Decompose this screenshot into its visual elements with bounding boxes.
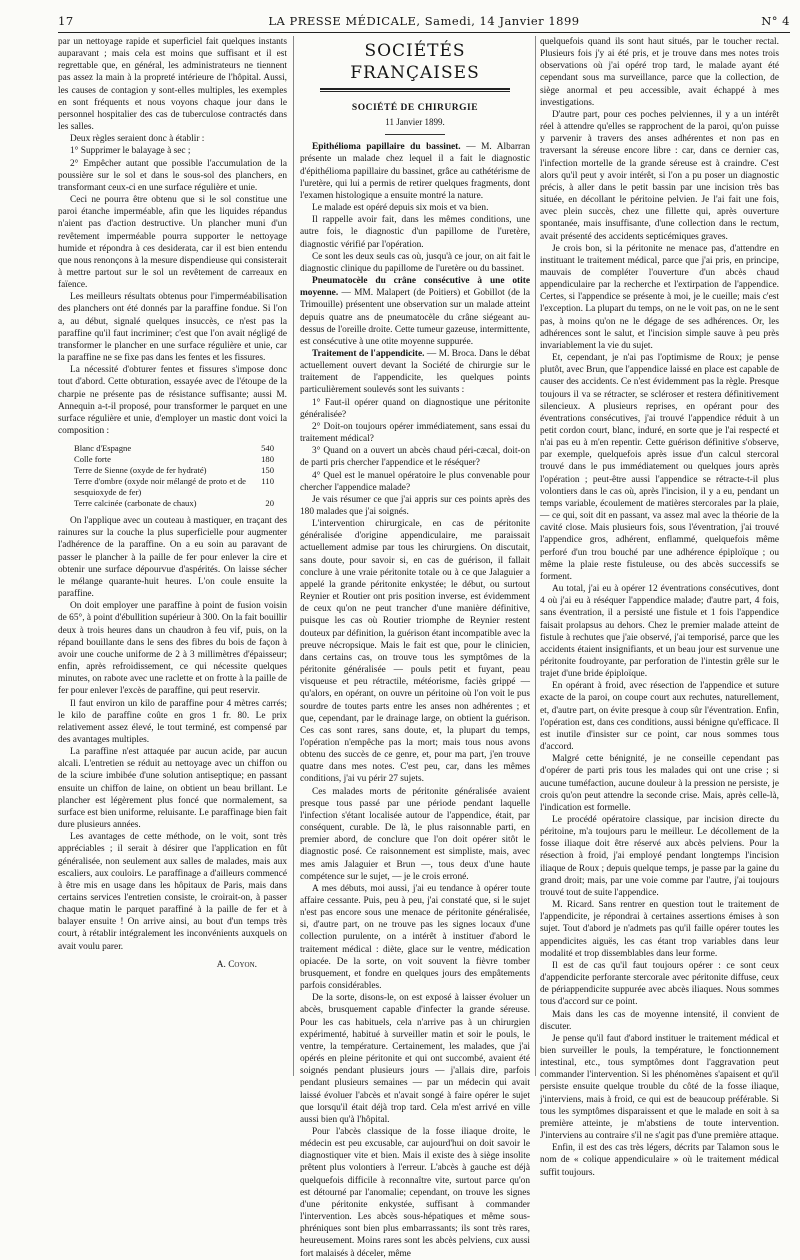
question: 2° Doit-on toujours opérer immédiatement, sans essai du traitement médical?	[300, 421, 530, 445]
composition-value: 110	[261, 476, 274, 487]
section-title: SOCIÉTÉS FRANÇAISES	[350, 41, 480, 83]
composition-item: Blanc d'Espagne	[74, 443, 132, 454]
article	[300, 141, 530, 202]
article-heading: Epithélioma papillaire du bassinet.	[312, 142, 461, 153]
question: 1° Faut-il opérer quand on diagnostique une péritonite généralisée?	[300, 397, 530, 420]
article-heading: Pneumatocèle du crâne consécutive à une otite moyenne.	[300, 276, 530, 299]
paragraph: L'intervention chirurgicale, en cas de péritonite généralisée d'origine appendiculaire, me paraissait actuellement admise par tous les chirurgiens. On discutait, sans doute, pour savoir si, en cas de guérison, il fallait conclure à une vraie péritonite totale ou à ce que Jalaguier a appelé la grande péritonite enkystée; le début, ou surtout Reynier et Routier ont pris position inverse, est évidemment de ceux qu'on ne peut trancher d'une manière définitive, puisque les cas où Routier triomphe de Reynier restent douteux par définition, la guérison étant incompatible avec la preuve nécropsique. Mais le fait est que, pour le clinicien, dans certains cas, on trouve tous les symptômes de la péritonite généralisée — pouls petit et fuyant, peau visqueuse et peu rétractile, météorisme, faciès grippé — qu'alors, en opérant, on ouvre un péritoine où l'on voit le pus sourdre de toutes parts entre les anses non adhérentes ; et que, cependant, par le drainage large, on obtient la guérison. Ces cas sont rares, sans doute, et, la plupart du temps, l'opération n'empêche pas la mort; mais tous nous avons obtenu des succès de ce genre, et, pour ma part, j'en trouve quatre dans mes notes. C'est peu, car, dans les mêmes conditions, j'ai vu périr 27 sujets.	[300, 519, 530, 785]
table-row	[74, 476, 274, 498]
question: 4° Quel est le manuel opératoire le plus convenable pour chercher l'appendice malade?	[300, 470, 530, 493]
paragraph: Les meilleurs résultats obtenus pour l'imperméabilisation des planchers ont été donnés par la paraffine fondue. Si l'on a, au début, signalé quelques insuccès, ce n'est pas la paraffine qu'il faut incriminer; c'est que l'on avait négligé de transformer le plancher en une surface régulière et unie, car la paraffine ne se fixe pas dans les fentes et les fissures.	[58, 292, 287, 364]
table-row	[74, 454, 274, 465]
composition-item: Terre d'ombre (oxyde noir mélangé de proto et de sesquioxyde de fer)	[74, 476, 246, 498]
table-row	[74, 465, 274, 476]
society-title: SOCIÉTÉ DE CHIRURGIE	[351, 103, 479, 113]
issue-number: N° 4	[761, 14, 790, 28]
paragraph: Il est de cas qu'il faut toujours opérer : ce sont ceux d'appendicite perforante stercorale avec péritonite diffuse, ceux de périappendicite suppurée avec abcès iliaques. Nous sommes tous d'accord sur ce point.	[540, 960, 779, 1008]
paragraph: Ce sont les deux seuls cas où, jusqu'à ce jour, on ait fait le diagnostic clinique du papillome de l'uretère ou du bassinet.	[300, 251, 530, 274]
article-text: — M. Albarran présente un malade chez lequel il a fait le diagnostic d'épithélioma papillaire du bassinet, grâce au cathétérisme de l'uretère, qui lui a permis de retirer quelques fragments, dont l'examen histologique a ensuite montré la nature.	[300, 142, 530, 201]
divider	[385, 134, 445, 135]
composition-value: 540	[261, 443, 274, 454]
composition-item: Colle forte	[74, 454, 111, 465]
paragraph: La paraffine n'est attaquée par aucun acide, par aucun alcali. L'entretien se réduit au nettoyage avec un chiffon ou de la sciure imbibée d'une solution antiseptique; en passant ensuite un chiffon de laine, on obtient un beau brillant. Le plancher est légèrement plus foncé que normalement, sa surface est bien uniforme, reluisante. Le paraffinage bien fait dure plusieurs années.	[58, 747, 287, 831]
paragraph: Enfin, il est des cas très légers, décrits par Talamon sous le nom de « colique appendiculaire » où le traitement médical suffit toujours.	[540, 1143, 779, 1178]
article-text: — MM. Malapert (de Poitiers) et Gobillot (de la Trimouille) présentent une observation sur un malade atteint depuis quatre ans de pneumatocèle du crâne siégeant au-dessus de l'oreille droite. Cette tumeur gazeuse, intermittente, est consécutive à une otite moyenne suppurée.	[300, 288, 531, 347]
column-middle	[300, 36, 531, 1259]
paragraph: D'autre part, pour ces poches pelviennes, il y a un intérêt réel à attendre qu'elles se rapprochent de la paroi, qu'on puisse y parvenir à travers des anses adhérentes et non pas en traversant la séreuse encore libre : car, dans ce dernier cas, l'infection mortelle de la grande séreuse est à craindre. C'est alors qu'il peut y avoir intérêt, si l'on a pu poser un diagnostic précis, à aller dans le petit bassin par une incision très bas située, en décollant le péritoine pelvien. Je l'ai fait une fois, avec plein succès, chez une fillette qui, après ouverture spontanée, mais insuffisante, d'une collection dans le rectum, avait présenté des accidents septicémiques graves.	[540, 109, 779, 242]
paragraph: On l'applique avec un couteau à mastiquer, en traçant des rainures sur la couche la plus superficielle pour augmenter l'adhérence de la paraffine. On a eu soin au paravant de passer le plancher à la paille de fer pour enlever la cire et obtenir une surface dépourvue d'aspérités. On laisse sécher le mélange quarante-huit heures. L'on coule ensuite la paraffine.	[58, 516, 287, 600]
page-number: 17	[58, 14, 74, 28]
journal-title: LA PRESSE MÉDICALE, Samedi, 14 Janvier 1899	[268, 14, 580, 28]
composition-item: Terre calcinée (carbonate de chaux)	[74, 498, 197, 509]
paragraph: Malgré cette bénignité, je ne conseille cependant pas d'opérer de parti pris tous les malades qui ont une crise ; si aucune tuméfaction, aucune douleur à la pression ne persiste, je crois qu'on peut attendre la seconde crise. Mais, après celle-là, l'indication est formelle.	[540, 754, 779, 813]
paragraph: Les avantages de cette méthode, on le voit, sont très appréciables ; il serait à désirer que l'application en fût généralisée, non seulement aux salles de malades, mais aux escaliers, aux couloirs. Le paraffinage a d'ailleurs commencé à être mis en usage dans les hôpitaux de Paris, mais dans certains services l'entretien consiste, le croirait-on, à passer chaque matin le parquet paraffiné à la paille de fer et à balayer ensuite ! On arrive ainsi, au bout d'un temps très court, à rétablir intégralement les inconvénients auxquels on avait voulu parer.	[58, 832, 287, 952]
paragraph: La nécessité d'obturer fentes et fissures s'impose donc tout d'abord. Cette obturation, essayée avec de l'étoupe de la charpie ne présente pas de résistance suffisante; aussi M. Annequin a-t-il proposé, pour transformer le parquet en une surface régulière et unie, d'employer un mastic dont voici la composition :	[58, 365, 287, 436]
paragraph: De la sorte, disons-le, on est exposé à laisser évoluer un abcès, brusquement capable d'infecter la grande séreuse. Pour les cas habituels, cela n'arrive pas à un chirurgien expérimenté, habitué à surveiller matin et soir le pouls, le ventre, la température. Certainement, les malades, que j'ai opérés en pleine péritonite et qui ont succombé, avaient été soignés pendant plusieurs jours — j'allais dire, parfois pendant plusieurs semaines — par un médecin qui avait laissé évoluer l'abcès et n'avait songé à faire opérer le sujet que lorsqu'il était déjà trop tard. Cela m'est arrivé en ville aussi bien qu'à l'hôpital.	[300, 993, 530, 1125]
meeting-date: 11 Janvier 1899.	[385, 117, 445, 128]
paragraph: Ces malades morts de péritonite généralisée avaient presque tous passé par une période pendant laquelle l'infection s'étant localisée autour de l'appendice, était, par conséquent, curable. De là, le plus raisonnable parti, en premier abord, de conclure que l'on doit opérer sitôt le diagnostic posé. Ce raisonnement est simpliste, mais, avec mes amis Jalaguier et Brun —, tous deux d'une haute compétence sur le sujet, — je le crois erroné.	[300, 786, 530, 882]
article-text: — M. Broca. Dans le débat actuellement ouvert devant la Société de chirurgie sur le traitement de l'appendicite, les quelques points particulièrement soulevés sont les suivants :	[300, 348, 530, 396]
paragraph: par un nettoyage rapide et superficiel fait quelques instants auparavant ; mais cela est moins que suffisant et il est regrettable que, en général, les administrateurs ne tiennent pas assez la main à la propreté intérieure de l'hôpital. Aussi, les causes de contagion y sont-elles multiples, les exemples en sont fréquents et nous voyons chaque jour dans le personnel hospitalier des cas de tuberculose contractés dans les salles.	[58, 37, 287, 133]
paragraph: On doit employer une paraffine à point de fusion voisin de 65°, à point d'ébullition supérieur à 300. On la fait bouillir deux à trois heures dans un chaudron à feu vif, puis, on la répand bouillante dans le sens des fibres du bois de façon à avoir une couche uniforme de 2 à 3 millimètres d'épaisseur; enfin, après refroidissement, ce qui nécessite quelques minutes, on rabote avec une raclette et on frotte à la paille de fer pour enlever l'excès de paraffine, qui peut reservir.	[58, 601, 287, 697]
paragraph: Il rappelle avoir fait, dans les mêmes conditions, une autre fois, le diagnostic d'un papillome de l'uretère, diagnostic vérifié par l'opération.	[300, 215, 530, 250]
paragraph: Au total, j'ai eu à opérer 12 éventrations consécutives, dont 4 où j'ai eu à réséquer l'appendice malade; d'autre part, 4 fois, sans éventration, il a persisté une fistule et 1 fois l'appendice faisait prolapsus au dehors. Chez le premier malade atteint de fistule à rechutes que j'aie observé, j'ai temporisé, parce que les accidents étaient insignifiants, et un beau jour est survenue une péritonite foudroyante, par perforation de l'intestin grêle sur le trajet d'une bride épiploïque.	[540, 584, 779, 680]
table-row	[74, 498, 274, 509]
paragraph: En opérant à froid, avec résection de l'appendice et suture exacte de la paroi, on coupe court aux rechutes, naturellement, et, d'autre part, on évite presque à coup sûr l'éventration. Enfin, l'opération est, dans ces conditions, aussi bénigne qu'efficace. Il est inutile d'insister sur ce point, car nous sommes tous d'accord.	[540, 681, 779, 753]
column-divider	[293, 36, 294, 1076]
paragraph: Je pense qu'il faut d'abord instituer le traitement médical et bien surveiller le pouls, la température, le fonctionnement intestinal, etc., tous symptômes dont l'aggravation peut commander l'intervention. Si les phénomènes s'apaisent et qu'il persiste ensuite quelque trouble du côté de la fosse iliaque, j'interviens, mais à froid, ce qui est de beaucoup préférable. Si tous les symptômes disparaissent et que le malade en soit à sa première atteinte, je m'abstiens de toute intervention. J'interviens au contraire s'il ne s'agit pas d'une première attaque.	[540, 1033, 779, 1142]
composition-value: 20	[265, 498, 274, 509]
page-header	[58, 10, 790, 33]
table-row	[74, 443, 274, 454]
paragraph: 2° Empêcher autant que possible l'accumulation de la poussière sur le sol et dans le sous-sol des planchers, en transformant ceux-ci en une surface régulière et unie.	[58, 158, 287, 193]
article-heading: Traitement de l'appendicite.	[312, 348, 425, 359]
question: 3° Quand on a ouvert un abcès chaud péri-cæcal, doit-on de parti pris chercher l'appendice et le réséquer?	[300, 446, 530, 469]
paragraph: M. Ricard. Sans rentrer en question tout le traitement de l'appendicite, je répondrai à certaines assertions émises à son sujet. Tout d'abord je n'admets pas qu'il faille opérer toutes les appendicites aiguës, les cas étant trop variables dans leur modalité et trop dissemblables dans leur forme.	[540, 900, 779, 959]
paragraph: Pour l'abcès classique de la fosse iliaque droite, le médecin est peu excusable, car aujourd'hui on doit savoir le diagnostiquer vite et bien. Mais il existe des à siège insolite prêtent plus volontiers à l'erreur. L'abcès à gauche est déjà quelquefois difficile à reconnaître vite, surtout parce qu'on est détourné par l'anomalie; cependant, on trouve les signes d'une péritonite enkystée, suffisant à commander l'intervention. Les abcès sous-hépatiques et même sous-phréniques sont bien plus embarrassants; ils sont très rares, heureusement. Moins rares sont les abcès pelviens, cux aussi fort malaisés à déceler, même	[300, 1126, 530, 1259]
column-right	[540, 36, 779, 1178]
author-signature: A. Coyon.	[216, 959, 257, 970]
paragraph: Je vais résumer ce que j'ai appris sur ces points après des 180 malades que j'ai soignés.	[300, 494, 530, 517]
article	[300, 348, 530, 397]
paragraph: Le malade est opéré depuis six mois et va bien.	[312, 203, 489, 214]
composition-value: 180	[261, 454, 274, 465]
paragraph: Je crois bon, si la péritonite ne menace pas, d'attendre en instituant le traitement médical, parce que j'ai pris, en principe, mauvais de compléter l'ouverture d'un abcès chaud appendiculaire par la recherche et l'extirpation de l'appendice. Certes, si l'appendice se présente à moi, je le cueille; mais c'est l'exception. La plupart du temps, on ne le voit pas, on ne le sent pas, à moins qu'on ne le dégage de ses adhérences. Or, les adhérences sont le salut, et l'incision simple sauve à peu près invariablement la vie du sujet.	[540, 243, 779, 351]
paragraph: Le procédé opératoire classique, par incision directe du péritoine, m'a toujours paru le meilleur. Le décollement de la fosse iliaque doit être réservé aux abcès pelviens. Pour la résection à froid, j'ai employé pendant longtemps l'incision iliaque de Roux ; depuis quelque temps, je passe par la gaine du grand droit; mais, par une voie comme par l'autre, j'ai toujours trouvé tout de suite l'appendice.	[540, 815, 779, 898]
column-left	[58, 36, 287, 1076]
paragraph: Ceci ne pourra être obtenu que si le sol constitue une paroi étanche imperméable, afin que les liquides répandus n'aient pas d'action destructive. Un plancher muni d'un revêtement imperméable pourra supporter le nettoyage humide et répondra à ces desiderata, car il est bien entendu que nous renonçons à la mesure dispendieuse qui consisterait à mettre partout sur le sol un revêtement de carreaux en faïence.	[58, 195, 287, 291]
mastic-composition-table	[74, 443, 274, 509]
paragraph: Et, cependant, je n'ai pas l'optimisme de Roux; je pense plutôt, avec Brun, que l'appendice laissé en place est capable de causer des accidents. Ce n'est évidemment pas la règle. Presque toujours il va se rétracter, se scléroser et restera définitivement silencieux. A plusieurs reprises, en opérant pour des éventrations consécutives, j'ai trouvé l'appendice réduit à un petit cordon court, blanc, induré, en sorte que je l'ai respecté et n'ai pas eu à m'en repentir. Cette guérison définitive s'observe, par exemple, quelquefois après issue d'un calcul stercoral trouvé dans le pus immédiatement ou quelques jours après l'opération ; peut-être aussi l'appendice se rétracte-t-il plus volontiers dans le cas où, après l'incision, il y a eu, pendant un temps variable, écoulement de matières stercorales par la plaie, — ce qui, soit dit en passant, va assez mal avec la théorie de la cavité close. Mais plusieurs fois, sous l'éventration, j'ai trouvé l'appendice gros, adhérent, enflammé, quelquefois même perforé d'un trou bouché par une adhérence épiploïque ; ou même la plaie reste fistuleuse, ou des abcès successifs se forment.	[540, 353, 779, 582]
column-divider	[535, 36, 536, 1076]
paragraph: A mes débuts, moi aussi, j'ai eu tendance à opérer toute affaire cessante. Puis, peu à peu, j'ai constaté que, si le sujet n'est pas encore sous une menace de péritonite généralisée, si, d'autre part, on ne trouve pas les signes locaux d'une collection purulente, on a intérêt à instituer d'abord le traitement médical : diète, glace sur le ventre, médication opiacée. De la sorte, on voit souvent la fièvre tomber brusquement, et fondre en quelques jours des empâtements parfois considérables.	[300, 883, 530, 992]
paragraph: quelquefois quand ils sont haut situés, par le toucher rectal. Plusieurs fois j'y ai été pris, et je trouve dans mes notes trois observations où j'ai opéré trop tard, le malade ayant été cependant sous ma surveillance, parce que la collection, de siège anormal et peu accessible, avait échappé à mes investigations.	[540, 37, 779, 108]
paragraph: Mais dans les cas de moyenne intensité, il convient de discuter.	[540, 1009, 779, 1032]
paragraph: 1° Supprimer le balayage à sec ;	[70, 146, 191, 157]
article	[300, 275, 530, 348]
paragraph: Il faut environ un kilo de paraffine pour 4 mètres carrés; le kilo de paraffine coûte en gros 1 fr. 80. Le prix relativement assez élevé, le tout terminé, est compensé par des avantages multiples.	[58, 698, 287, 745]
paragraph: Deux règles seraient donc à établir :	[70, 134, 205, 145]
composition-item: Terre de Sienne (oxyde de fer hydraté)	[74, 465, 207, 476]
section-rule	[320, 88, 510, 92]
composition-value: 150	[261, 465, 274, 476]
